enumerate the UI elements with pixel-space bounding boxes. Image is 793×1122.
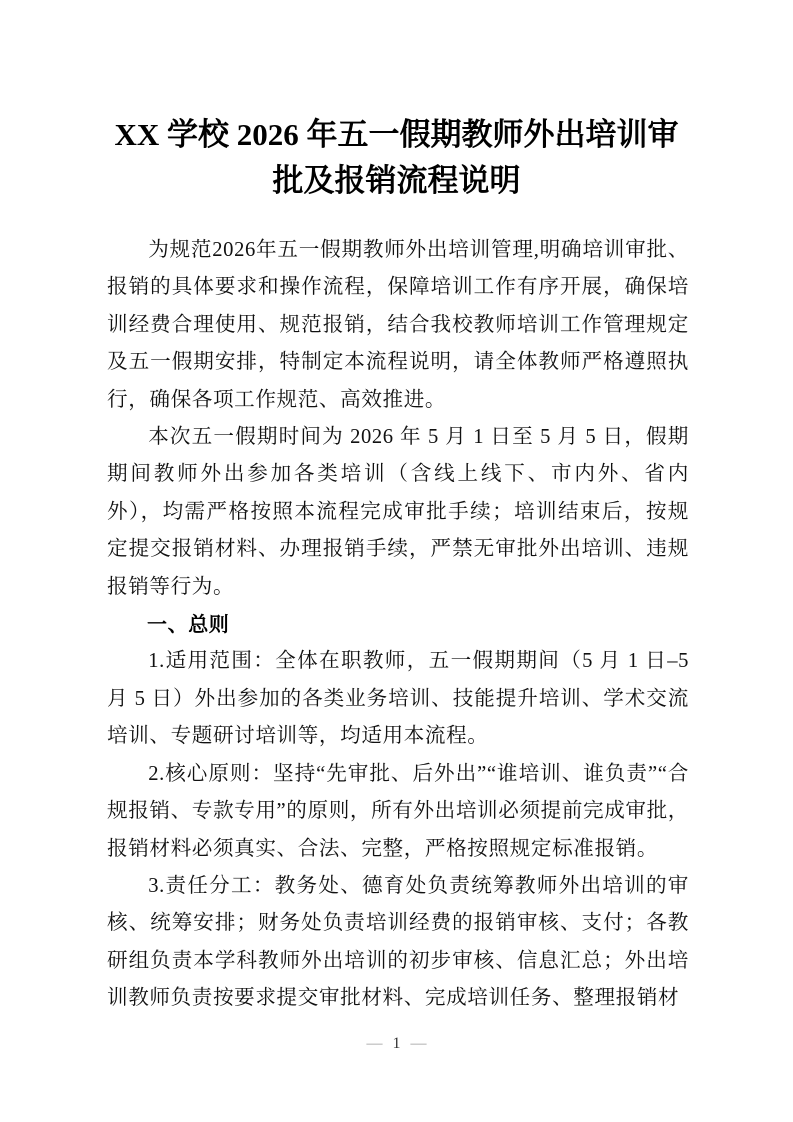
- title-line-2: 批及报销流程说明: [272, 163, 521, 198]
- item-scope: 1.适用范围：全体在职教师，五一假期期间（5 月 1 日–5 月 5 日）外出参加的各类业务培训、技能提升培训、学术交流培训、专题研讨培训等，均适用本流程。: [107, 650, 689, 748]
- section-heading-general: 一、总则: [147, 612, 230, 637]
- page-number: 1: [392, 1035, 401, 1052]
- holiday-period-paragraph: 本次五一假期时间为 2026 年 5 月 1 日至 5 月 5 日，假期期间教师外出参加各类培训（含线上线下、市内外、省内外），均需严格按照本流程完成审批手续；培训结束后，按规定提交报销材料、办理报销手续，严禁无审批外出培训、违规报销等行为。: [107, 426, 689, 598]
- document-title: [90, 112, 703, 204]
- page-footer: [0, 1035, 793, 1053]
- item-responsibilities: 3.责任分工：教务处、德育处负责统筹教师外出培训的审核、统筹安排；财务处负责培训经费的报销审核、支付；各教研组负责本学科教师外出培训的初步审核、信息汇总；外出培训教师负责按要求提交审批材料、完成培训任务、整理报销材: [107, 874, 689, 1010]
- document-body: [107, 232, 689, 1018]
- item-principles: 2.核心原则：坚持“先审批、后外出”“谁培训、谁负责”“合规报销、专款专用”的原则，所有外出培训必须提前完成审批，报销材料必须真实、合法、完整，严格按照规定标准报销。: [107, 762, 689, 860]
- page-number-dash-left: —: [366, 1035, 383, 1052]
- page-number-dash-right: —: [410, 1035, 427, 1052]
- intro-paragraph: 为规范2026年五一假期教师外出培训管理,明确培训审批、报销的具体要求和操作流程，保障培训工作有序开展，确保培训经费合理使用、规范报销，结合我校教师培训工作管理规定及五一假期安排，特制定本流程说明，请全体教师严格遵照执行，确保各项工作规范、高效推进。: [107, 239, 689, 411]
- title-line-1: XX 学校 2026 年五一假期教师外出培训审: [114, 117, 679, 152]
